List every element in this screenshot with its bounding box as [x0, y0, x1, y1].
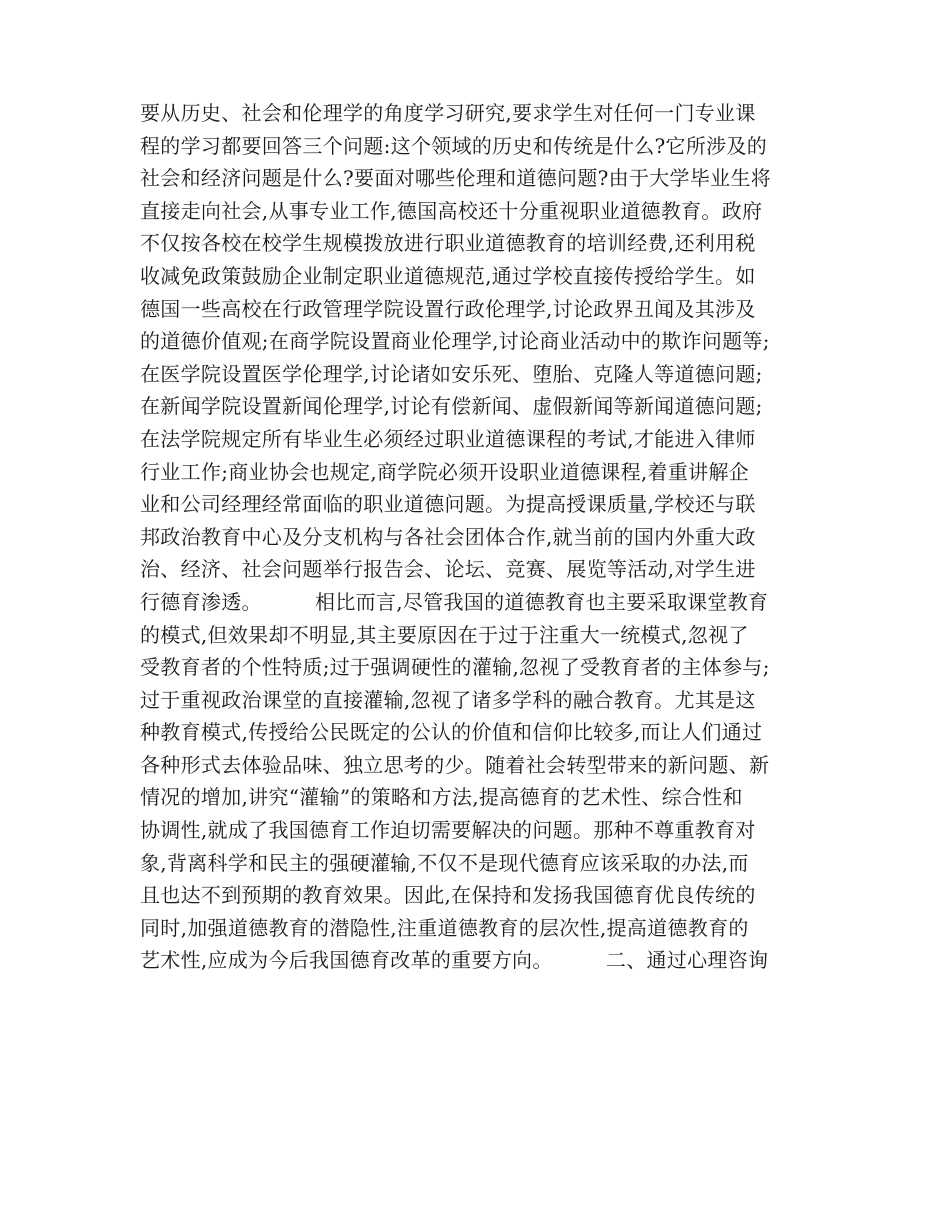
text-line: 收减免政策鼓励企业制定职业道德规范,通过学校直接传授给学生。如 — [140, 263, 756, 288]
text-line: 德国一些高校在行政管理学院设置行政伦理学,讨论政界丑闻及其涉及 — [140, 296, 756, 321]
text-line: 的模式,但效果却不明显,其主要原因在于过于注重大一统模式,忽视了 — [140, 622, 749, 647]
text-line: 行业工作;商业协会也规定,商学院必须开设职业道德课程,着重讲解企 — [140, 459, 750, 484]
text-line: 象,背离科学和民主的强硬灌输,不仅不是现代德育应该采取的办法,而 — [140, 850, 749, 875]
text-line: 在法学院规定所有毕业生必须经过职业道德课程的考试,才能进入律师 — [140, 426, 756, 451]
text-line: 且也达不到预期的教育效果。因此,在保持和发扬我国德育优良传统的 — [140, 883, 756, 908]
text-line: 邦政治教育中心及分支机构与各社会团体合作,就当前的国内外重大政 — [140, 524, 756, 549]
text-line: 艺术性,应成为今后我国德育改革的重要方向。 二、通过心理咨询 — [140, 948, 769, 973]
text-line: 同时,加强道德教育的潜隐性,注重道德教育的层次性,提高道德教育的 — [140, 915, 749, 940]
text-line: 行德育渗透。 相比而言,尽管我国的道德教育也主要采取课堂教育 — [140, 589, 769, 614]
text-line: 种教育模式,传授给公民既定的公认的价值和信仰比较多,而让人们通过 — [140, 720, 763, 745]
text-line: 协调性,就成了我国德育工作迫切需要解决的问题。那种不尊重教育对 — [140, 818, 756, 843]
text-line: 程的学习都要回答三个问题:这个领域的历史和传统是什么?它所涉及的 — [140, 133, 768, 158]
text-line: 要从历史、社会和伦理学的角度学习研究,要求学生对任何一门专业课 — [140, 101, 756, 125]
text-line: 治、经济、社会问题举行报告会、论坛、竞赛、展览等活动,对学生进 — [140, 557, 756, 582]
text-line: 社会和经济问题是什么?要面对哪些伦理和道德问题?由于大学毕业生将 — [140, 166, 772, 191]
text-line: 情况的增加,讲究“灌输”的策略和方法,提高德育的艺术性、综合性和 — [140, 785, 743, 810]
text-line: 的道德价值观;在商学院设置商业伦理学,讨论商业活动中的欺诈问题等; — [140, 329, 770, 354]
text-line: 不仅按各校在校学生规模拨放进行职业道德教育的培训经费,还利用税 — [140, 231, 756, 256]
text-line: 在新闻学院设置新闻伦理学,讨论有偿新闻、虚假新闻等新闻道德问题; — [140, 394, 763, 419]
text-line: 过于重视政治课堂的直接灌输,忽视了诸多学科的融合教育。尤其是这 — [140, 687, 756, 712]
text-line: 受教育者的个性特质;过于强调硬性的灌输,忽视了受教育者的主体参与; — [140, 655, 770, 680]
text-line: 直接走向社会,从事专业工作,德国高校还十分重视职业道德教育。政府 — [140, 198, 763, 223]
text-line: 业和公司经理经常面临的职业道德问题。为提高授课质量,学校还与联 — [140, 492, 756, 517]
body-text — [140, 97, 820, 977]
text-line: 在医学院设置医学伦理学,讨论诸如安乐死、堕胎、克隆人等道德问题; — [140, 361, 763, 386]
text-line: 各种形式去体验品味、独立思考的少。随着社会转型带来的新问题、新 — [140, 752, 770, 777]
